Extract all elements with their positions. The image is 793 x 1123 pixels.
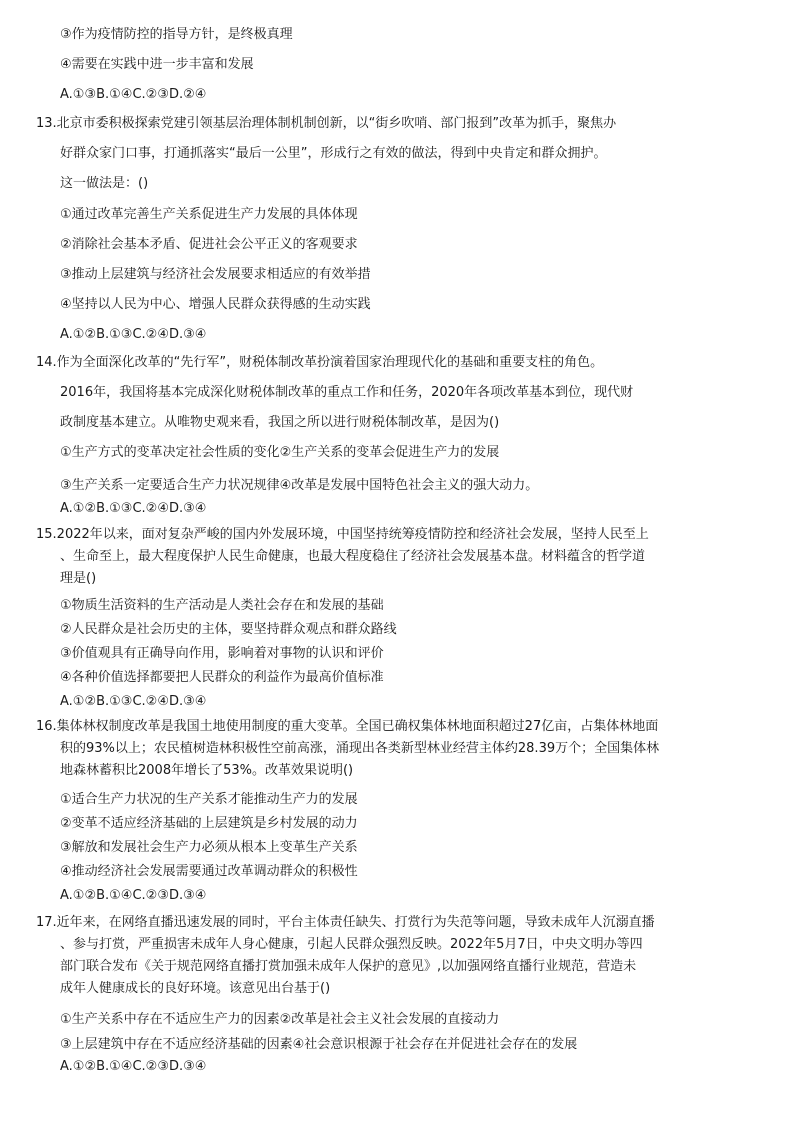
q17-options-1-2: ①生产关系中存在不适应生产力的因素②改革是社会主义社会发展的直接动力 [60,1012,500,1027]
q14-options-3-4: ③生产关系一定要适合生产力状况规律④改革是发展中国特色社会主义的强大动力。 [60,478,539,493]
q13-option-4: ④坚持以人民为中心、增强人民群众获得感的生动实践 [60,297,371,312]
q16-option-1: ①适合生产力状况的生产关系才能推动生产力的发展 [60,792,358,807]
q15-option-2: ②人民群众是社会历史的主体，要坚持群众观点和群众路线 [60,622,397,637]
q14-stem-line-1: 14.作为全面深化改革的“先行军”，财税体制改革扮演着国家治理现代化的基础和重要支柱的角色。 [36,355,604,370]
q15-stem-line-1: 15.2022年以来，面对复杂严峻的国内外发展环境，中国坚持统筹疫情防控和经济社会发展，坚持人民至上 [36,527,649,542]
q12-option-3: ③作为疫情防控的指导方针，是终极真理 [60,27,293,42]
q13-stem-line-3: 这一做法是：() [60,176,149,191]
q15-stem-line-2: 、生命至上，最大程度保护人民生命健康，也最大程度稳住了经济社会发展基本盘。材料蕴含的哲学道 [60,549,646,564]
q16-option-3: ③解放和发展社会生产力必须从根本上变革生产关系 [60,840,358,855]
q16-stem-line-2: 积的93%以上；农民植树造林积极性空前高涨，涌现出各类新型林业经营主体约28.39万个；全国集体林 [60,741,660,756]
q17-stem-line-4: 成年人健康成长的良好环境。该意见出台基于() [60,981,331,996]
q17-stem-line-1: 17.近年来，在网络直播迅速发展的同时，平台主体责任缺失、打赏行为失范等问题，导致未成年人沉溺直播 [36,915,655,930]
q12-option-4: ④需要在实践中进一步丰富和发展 [60,57,254,72]
q15-stem-line-3: 理是() [60,571,97,586]
q16-stem-line-3: 地森林蓄积比2008年增长了53%。改革效果说明() [60,763,354,778]
q15-option-1: ①物质生活资料的生产活动是人类社会存在和发展的基础 [60,598,384,613]
q12-answers: A.①③B.①④C.②③D.②④ [60,87,207,102]
q17-answers: A.①②B.①④C.②③D.③④ [60,1059,207,1074]
q13-option-2: ②消除社会基本矛盾、促进社会公平正义的客观要求 [60,237,358,252]
q17-stem-line-2: 、参与打赏，严重损害未成年人身心健康，引起人民群众强烈反映。2022年5月7日，中央文明办等四 [60,937,643,952]
q17-stem-line-3: 部门联合发布《关于规范网络直播打赏加强未成年人保护的意见》,以加强网络直播行业规范，营造未 [60,959,637,974]
q15-option-4: ④各种价值选择都要把人民群众的利益作为最高价值标准 [60,670,384,685]
q14-answers: A.①②B.①③C.②④D.③④ [60,501,207,516]
q15-answers: A.①②B.①③C.②④D.③④ [60,694,207,709]
q13-option-3: ③推动上层建筑与经济社会发展要求相适应的有效举措 [60,267,371,282]
q16-option-2: ②变革不适应经济基础的上层建筑是乡村发展的动力 [60,816,358,831]
q13-stem-line-1: 13.北京市委积极探索党建引领基层治理体制机制创新，以“街乡吹哨、部门报到”改革为抓手，聚焦办 [36,116,617,131]
q14-stem-line-3: 政制度基本建立。从唯物史观来看，我国之所以进行财税体制改革，是因为() [60,415,500,430]
q15-option-3: ③价值观具有正确导向作用，影响着对事物的认识和评价 [60,646,384,661]
q17-options-3-4: ③上层建筑中存在不适应经济基础的因素④社会意识根源于社会存在并促进社会存在的发展 [60,1037,578,1052]
q14-stem-line-2: 2016年，我国将基本完成深化财税体制改革的重点工作和任务，2020年各项改革基本到位，现代财 [60,385,634,400]
q13-stem-line-2: 好群众家门口事，打通抓落实“最后一公里”，形成行之有效的做法，得到中央肯定和群众拥护。 [60,146,607,161]
q14-options-1-2: ①生产方式的变革决定社会性质的变化②生产关系的变革会促进生产力的发展 [60,445,500,460]
q16-stem-line-1: 16.集体林权制度改革是我国土地使用制度的重大变革。全国已确权集体林地面积超过27亿亩，占集体林地面 [36,719,659,734]
q16-option-4: ④推动经济社会发展需要通过改革调动群众的积极性 [60,864,358,879]
q13-answers: A.①②B.①③C.②④D.③④ [60,327,207,342]
q16-answers: A.①②B.①④C.②③D.③④ [60,888,207,903]
q13-option-1: ①通过改革完善生产关系促进生产力发展的具体体现 [60,207,358,222]
